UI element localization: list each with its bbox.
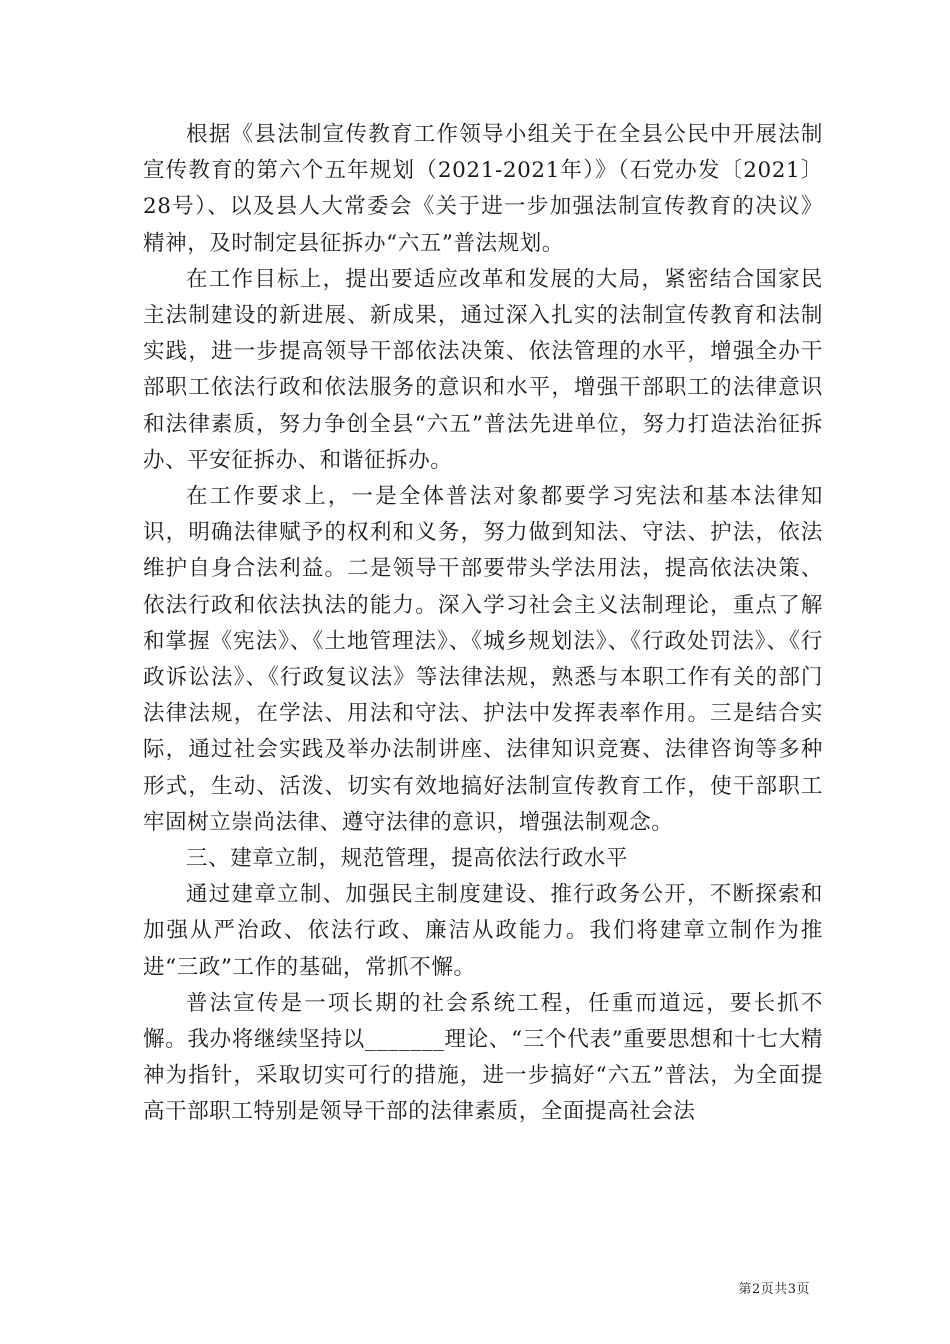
document-body — [143, 117, 823, 1131]
paragraph-work-requirements: 在工作要求上，一是全体普法对象都要学习宪法和基本法律知识，明确法律赋予的权利和义务，努力做到知法、守法、护法，依法维护自身合法利益。二是领导干部要带头学法用法，提高依法决策、依法行政和依法执法的能力。深入学习社会主义法制理论，重点了解和掌握《宪法》、《土地管理法》、《城乡规划法》、《行政处罚法》、《行政诉讼法》、《行政复议法》等法律法规，熟悉与本职工作有关的部门法律法规，在学法、用法和守法、护法中发挥表率作用。三是结合实际，通过社会实践及举办法制讲座、法律知识竞赛、法律咨询等多种形式，生动、活泼、切实有效地搞好法制宣传教育工作，使干部职工牢固树立崇尚法律、遵守法律的意识，增强法制观念。 — [143, 484, 823, 835]
paragraph-plan-basis: 根据《县法制宣传教育工作领导小组关于在全县公民中开展法制宣传教育的第六个五年规划（2021-2021年）》（石党办发〔2021〕28号）、以及县人大常委会《关于进一步加强法制宣传教育的决议》精神，及时制定县征拆办“六五”普法规划。 — [143, 122, 823, 256]
paragraph-work-goals: 在工作目标上，提出要适应改革和发展的大局，紧密结合国家民主法制建设的新进展、新成果，通过深入扎实的法制宣传教育和法制实践，进一步提高领导干部依法决策、依法管理的水平，增强全办干部职工依法行政和依法服务的意识和水平，增强干部职工的法律意识和法律素质，努力争创全县“六五”普法先进单位，努力打造法治征拆办、平安征拆办、和谐征拆办。 — [143, 266, 823, 473]
paragraph-long-term-work: 普法宣传是一项长期的社会系统工程，任重而道远，要长抓不懈。我办将继续坚持以_______理论、“三个代表”重要思想和十七大精神为指针，采取切实可行的措施，进一步搞好“六五”普法，为全面提高干部职工特别是领导干部的法律素质，全面提高社会法 — [143, 990, 823, 1125]
paragraph-rules-building: 通过建章立制、加强民主制度建设、推行政务公开，不断探索和加强从严治政、依法行政、廉洁从政能力。我们将建章立制作为推进“三政”工作的基础，常抓不懈。 — [143, 882, 823, 980]
section-heading: 三、建章立制，规范管理，提高依法行政水平 — [186, 846, 629, 872]
page-number: 第2页共3页 — [738, 1282, 810, 1297]
